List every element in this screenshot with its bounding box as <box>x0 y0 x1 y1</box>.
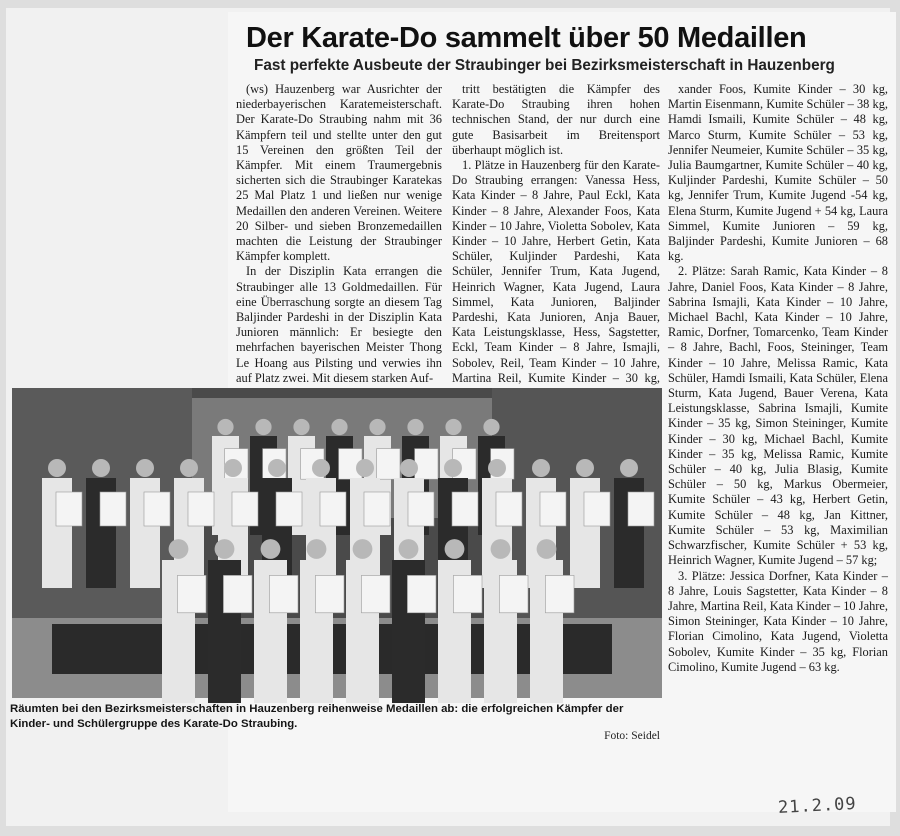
photo-caption: Räumten bei den Bezirksmeisterschaften in Hauzenberg reihenweise Medaillen ab: die erfolgreichen Kämpfer der Kinder- und Schülergruppe des Karate-Do Straubing. <box>10 703 624 730</box>
handwritten-date: 21.2.09 <box>777 793 858 819</box>
photo-credit: Foto: Seidel <box>604 730 660 742</box>
article-paragraph: (ws) Hauzenberg war Ausrichter der niederbayerischen Karatemeisterschaft. Der Karate-Do Straubing nahm mit 36 Kämpfern teil und stellte unter den gut 15 Vereinen den größten Teil der Kämpfer. Mit einem Traumergebnis sicherten sich die Straubinger Karatekas 25 Mal Platz 1 und ließen nur wenige Medaillen den anderen Vereinen. Weitere 20 Silber- und sieben Bronzemedaillen machten die Leistung der Straubinger Kämpfer komplett. <box>236 82 442 264</box>
article-paragraph: In der Disziplin Kata errangen die Straubinger alle 13 Goldmedaillen. Für eine Überraschung sorgte an diesem Tag Baljinder Pardeshi in der Disziplin Kata Junioren männlich: Er besiegte den mehrfachen bayerischen Meister Thong Le Hoang aus Pilsting und verwies ihn auf Platz zwei. Mit diesem starken Auf- <box>236 264 442 385</box>
article-paragraph: 2. Plätze: Sarah Ramic, Kata Kinder – 8 Jahre, Daniel Foos, Kata Kinder – 8 Jahre, Sabrina Ismajli, Kata Kinder – 10 Jahre, Michael Bachl, Kata Kinder – 10 Jahre, Ramic, Dorfner, Tomarcenko, Team Kinder – 8 Jahre, Bachl, Foos, Steininger, Team Kinder – 10 Jahre, Melissa Ramic, Kata Schüler, Hamdi Ismaili, Kata Schüler, Elena Sturm, Kata Jugend, Bauer Verena, Kata Leistungsklasse, Sabrina Ismajli, Kumite Kinder – 35 kg, Simon Steininger, Kumite Kinder – 30 kg, Michael Bachl, Kumite Kinder – 35 kg, Melissa Ramic, Kumite Schüler – 40 kg, Julia Blasig, Kumite Schüler – 50 kg, Markus Obermeier, Kumite Schüler – 43 kg, Herbert Getin, Kumite Schüler – 48 kg, Jan Kittner, Kumite Schüler – 53 kg, Maximilian Schwarzfischer, Kumite Schüler + 53 kg, Heinrich Wagner, Kumite Jugend – 57 kg; <box>668 264 888 568</box>
article-subheadline: Fast perfekte Ausbeute der Straubinger bei Bezirksmeisterschaft in Hauzenberg <box>254 57 835 74</box>
article-paragraph: 1. Plätze in Hauzenberg für den Karate-Do Straubing errangen: Vanessa Hess, Kata Kinder – 8 Jahre, Paul Eckl, Kata Kinder – 8 Jahre, Alexander Foos, Kata Kinder – 10 Jahre, Violetta Sobolev, Kata Kinder – 10 Jahre, Herbert Getin, Kata Schüler, Kuljinder Pardeshi, Kata Schüler, Jennifer Trum, Kata Jugend, Heinrich Wagner, Kata Jugend, Laura Simmel, Kata Junioren, Baljinder Pardeshi, Kata Junioren, Anja Bauer, Kata Leistungsklasse, Hess, Sagstetter, Eckl, Team Kinder – 8 Jahre, Ismajli, Sobolev, Reil, Team Kinder – 10 Jahre, Martina Reil, Kumite Kinder – 30 kg, <box>452 158 660 385</box>
article-column-2 <box>452 82 660 385</box>
team-photo-illustration <box>12 388 662 698</box>
article-headline: Der Karate-Do sammelt über 50 Medaillen <box>246 22 807 54</box>
article-paragraph: xander Foos, Kumite Kinder – 30 kg, Martin Eisenmann, Kumite Schüler – 38 kg, Hamdi Ismaili, Kumite Schüler – 48 kg, Marco Sturm, Kumite Schüler – 53 kg, Jennifer Neumeier, Kumite Schüler – 35 kg, Julia Baumgartner, Kumite Schüler – 40 kg, Kuljinder Pardeshi, Kumite Schüler – 50 kg, Jennifer Trum, Kumite Jugend -54 kg, Elena Sturm, Kumite Jugend + 54 kg, Laura Simmel, Kumite Junioren – 59 kg, Baljinder Pardeshi, Kumite Junioren – 68 kg. <box>668 82 888 264</box>
article-paragraph: tritt bestätigten die Kämpfer des Karate-Do Straubing ihren hohen technischen Stand, der nur durch eine gute Basisarbeit im Breitensport überhaupt möglich ist. <box>452 82 660 157</box>
article-column-3 <box>668 82 888 754</box>
article-paragraph: 3. Plätze: Jessica Dorfner, Kata Kinder – 8 Jahre, Louis Sagstetter, Kata Kinder – 8 Jahre, Martina Reil, Kata Kinder – 10 Jahre, Simon Steininger, Kata Kinder – 10 Jahre, Florian Cimolino, Kata Jugend, Violetta Sobolev, Kumite Kinder – 35 kg, Florian Cimolino, Kumite Jugend – 63 kg. <box>668 568 888 674</box>
team-photo <box>12 388 662 698</box>
article-column-1 <box>236 82 442 385</box>
